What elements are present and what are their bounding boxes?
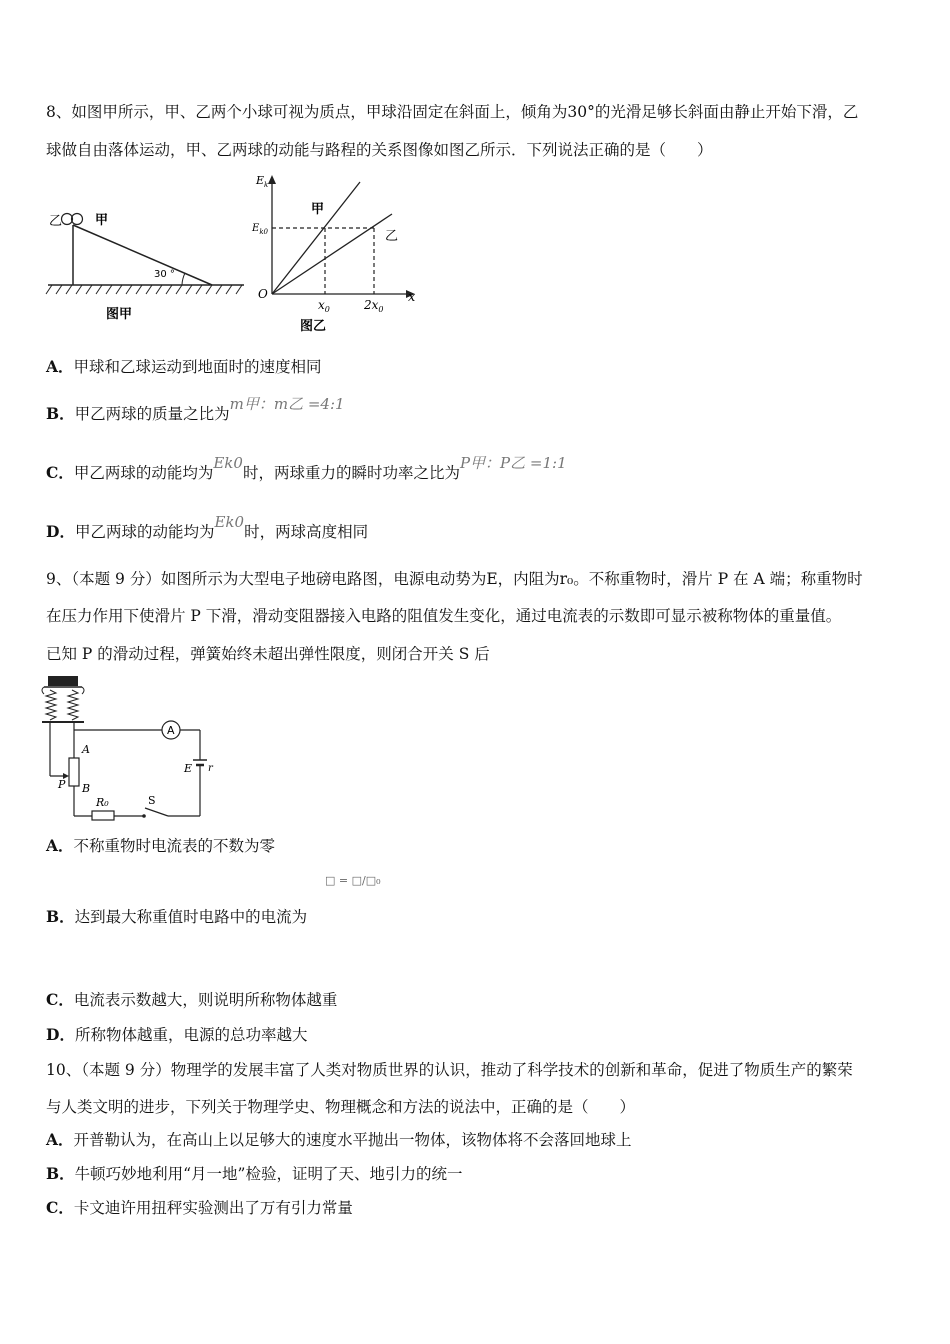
svg-text:A: A bbox=[82, 743, 90, 756]
2x0-label: $2x_0$ bbox=[364, 298, 384, 314]
svg-text:R₀: R₀ bbox=[96, 796, 109, 809]
q10-option-a: A．开普勒认为，在高山上以足够大的速度水平抛出一物体，该物体将不会落回地球上 bbox=[46, 1130, 632, 1149]
weighing-plate bbox=[48, 676, 78, 686]
label-yi: 乙 bbox=[49, 214, 63, 229]
line-label-yi: 乙 bbox=[385, 229, 399, 244]
ek0-label: $E_{k0}$ bbox=[252, 223, 269, 236]
q10-stem-line2: 与人类文明的进步，下列关于物理学史、物理概念和方法的说法中，正确的是（ ） bbox=[46, 1098, 636, 1116]
line-yi bbox=[272, 214, 392, 294]
line-jia bbox=[272, 182, 360, 294]
label-jia: 甲 bbox=[95, 213, 109, 228]
svg-text:A: A bbox=[167, 724, 175, 737]
ek0-formula: Ek0 bbox=[213, 454, 243, 472]
q10-stem-line1: 10、（本题 9 分）物理学的发展丰富了人类对物质世界的认识，推动了科学技术的创新和革命，促进了物质生产的繁荣 bbox=[46, 1061, 853, 1079]
q9-circuit-figure bbox=[40, 674, 220, 824]
caption-jia: 图甲 bbox=[106, 307, 133, 322]
q9-stem-line2: 在压力作用下使滑片 P 下滑，滑动变阻器接入电路的阻值发生变化，通过电流表的示数即可显示被称物体的重量值。 bbox=[46, 607, 842, 625]
q8-option-d: D．甲乙两球的动能均为Ek0时，两球高度相同 bbox=[46, 513, 369, 541]
q8-figure-yi bbox=[250, 172, 420, 334]
origin-label: O bbox=[258, 287, 268, 301]
q9-option-d: D．所称物体越重，电源的总功率越大 bbox=[46, 1025, 308, 1044]
q9-option-a: A．不称重物时电流表的不数为零 bbox=[46, 836, 276, 855]
q10-option-c: C．卡文迪许用扭秤实验测出了万有引力常量 bbox=[46, 1198, 353, 1217]
switch bbox=[145, 808, 168, 816]
q9-option-c: C．电流表示数越大，则说明所称物体越重 bbox=[46, 990, 338, 1009]
q8-option-a: A．甲球和乙球运动到地面时的速度相同 bbox=[46, 357, 322, 376]
ball-jia bbox=[72, 214, 83, 225]
caption-yi: 图乙 bbox=[300, 319, 327, 334]
svg-text:r: r bbox=[208, 763, 213, 774]
axis-x: x bbox=[408, 290, 416, 305]
current-formula: □ = □/□₀ bbox=[325, 874, 381, 887]
q9-stem-line3: 已知 P 的滑动过程，弹簧始终未超出弹性限度，则闭合开关 S 后 bbox=[46, 645, 490, 663]
spring-right bbox=[68, 690, 78, 720]
svg-text:P: P bbox=[58, 778, 66, 791]
x0-label: $x_0$ bbox=[318, 298, 330, 314]
q10-option-b: B．牛顿巧妙地利用“月一地”检验，证明了天、地引力的统一 bbox=[46, 1164, 463, 1183]
q8-option-c: C．甲乙两球的动能均为Ek0时，两球重力的瞬时功率之比为P甲：P乙 =1:1 bbox=[46, 454, 567, 482]
svg-text:E: E bbox=[184, 762, 193, 775]
angle-label: 30 ° bbox=[154, 269, 175, 280]
ek0-formula-d: Ek0 bbox=[214, 513, 245, 531]
q8-figure-jia bbox=[44, 200, 250, 330]
spring-left bbox=[46, 690, 56, 720]
mass-ratio-formula: m甲：m乙 =4:1 bbox=[229, 395, 345, 413]
line-label-jia: 甲 bbox=[311, 202, 325, 217]
resistor-r0 bbox=[92, 811, 114, 820]
q8-stem-line2: 球做自由落体运动，甲、乙两球的动能与路程的关系图像如图乙所示．下列说法正确的是（ ） bbox=[46, 141, 713, 159]
q9-option-b: B．达到最大称重值时电路中的电流为 bbox=[46, 907, 308, 926]
rheostat bbox=[69, 758, 79, 786]
q8-stem-line1: 8、如图甲所示，甲、乙两个小球可视为质点，甲球沿固定在斜面上，倾角为30°的光滑足够长斜面由静止开始下滑，乙 bbox=[46, 103, 859, 121]
q8-option-b: B．甲乙两球的质量之比为m甲：m乙 =4:1 bbox=[46, 395, 345, 423]
power-ratio-formula: P甲：P乙 =1:1 bbox=[459, 454, 567, 472]
q9-stem-line1: 9、（本题 9 分）如图所示为大型电子地磅电路图，电源电动势为E，内阻为r₀。不称重物时，滑片 P 在 A 端；称重物时 bbox=[46, 570, 863, 588]
svg-text:B: B bbox=[82, 782, 91, 795]
svg-text:S: S bbox=[148, 794, 156, 807]
ball-yi bbox=[62, 214, 73, 225]
axis-ek: $E_k$ bbox=[256, 174, 269, 189]
